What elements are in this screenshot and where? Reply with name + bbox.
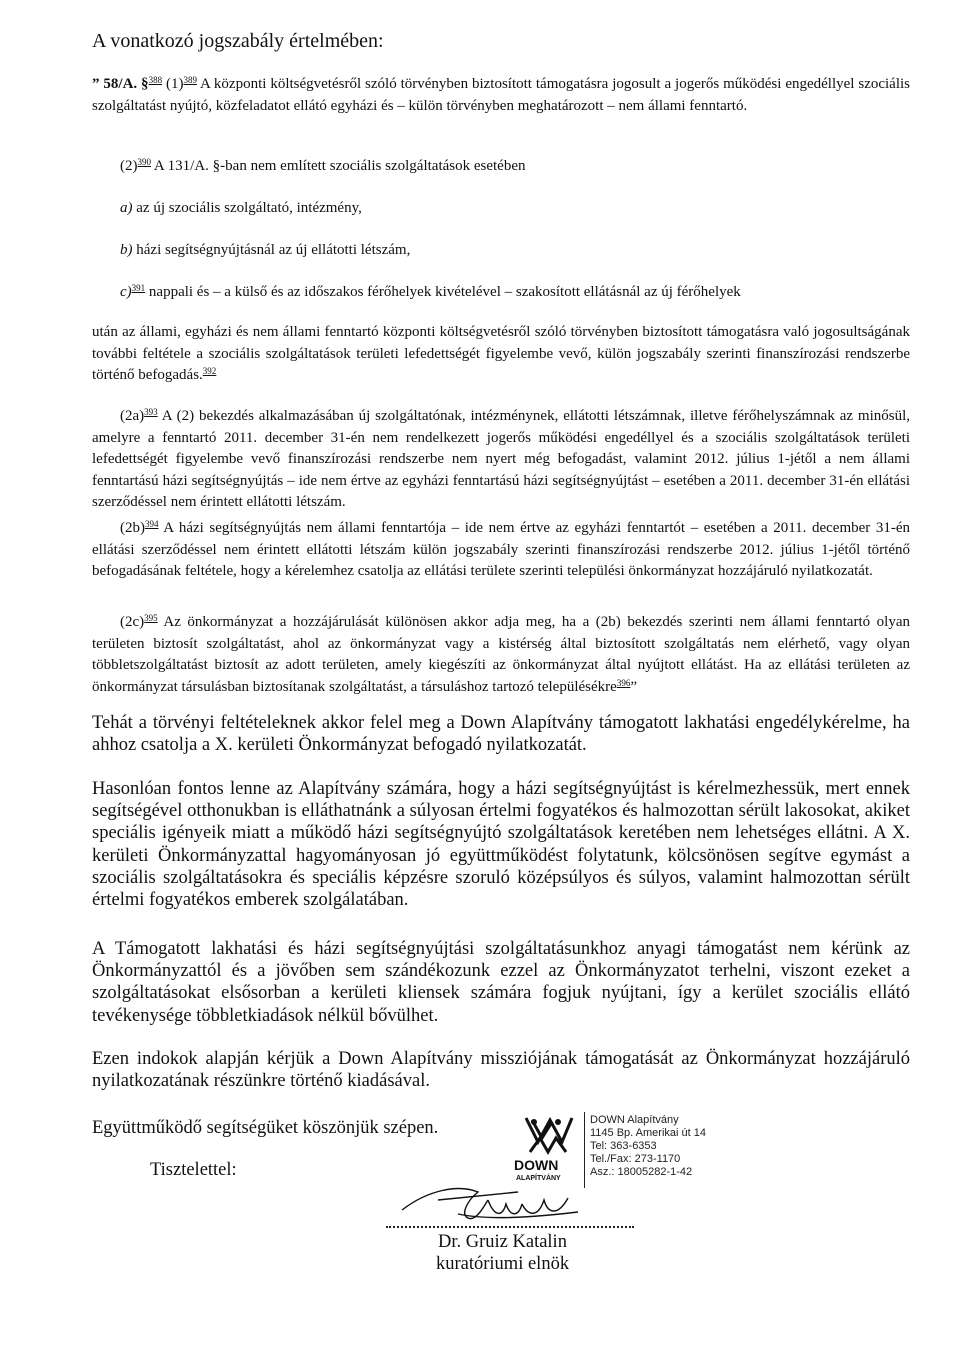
handwritten-signature xyxy=(398,1170,598,1230)
body-paragraph-2: Hasonlóan fontos lenne az Alapítvány számára, hogy a házi segítségnyújtást is kérelmezhessük, mert ennek segítségével otthonukban is elláthatnánk a súlyosan értelmi fogyatékos és halmozottan sérült lakosokat, akiket speciális igényeik miatt a működő házi segítségnyújtó szolgáltatások keretében nem lehetséges ellátni. A X. kerületi Önkormányzattal hagyományosan jó együttműködést folytatunk, kölcsönösen segítve egymást a szociális szolgáltatásokra és speciális képzésre szoruló középsúlyos és súlyos, valamint halmozottan sérült értelmi fogyatékos emberek szolgálatában. xyxy=(92,779,910,911)
quote-par2b: $(2b)^{394}$ A házi segítségnyújtás nem állami fenntartója – ide nem értve az egyházi fenntartót – esetében a 2011. december 31-én ellátási szerződéssel nem érintett ellátotti létszám külön jogszabály szerinti finanszírozási rendszerbe 2012. július 1-jétől történő befogadásának feltétele, hogy a kérelemhez csatolja az ellátási területe szerinti települési önkormányzat hozzájáruló nyilatkozatát. xyxy=(92,519,910,579)
thanks-line: Együttműködő segítségüket köszönjük szépen. xyxy=(92,1118,439,1138)
body-paragraph-4: Ezen indokok alapján kérjük a Down Alapítvány missziójának támogatását az Önkormányzat hozzájáruló nyilatkozatának részünkre történő kiadásával. xyxy=(92,1049,910,1092)
quote-after: után az állami, egyházi és nem állami fenntartó központi költségvetésről szóló törvényben biztosított támogatásra való jogosultságának további feltétele a szociális szolgáltatások területi lefedettségét figyelembe vevő, külön jogszabály szerinti finanszírozási rendszerbe történő befogadás.$^{392}$ xyxy=(92,324,910,383)
quote-item-a: a) az új szociális szolgáltató, intézmény, xyxy=(120,200,362,216)
stamp-line-1: DOWN Alapítvány xyxy=(590,1114,679,1126)
signature-line xyxy=(386,1226,634,1228)
stamp-line-2: 1145 Bp. Amerikai út 14 xyxy=(590,1127,706,1139)
legal-quote xyxy=(92,74,910,117)
signer-name: Dr. Gruiz Katalin xyxy=(438,1232,567,1252)
quote-par2a: $(2a)^{393}$ A (2) bekezdés alkalmazásában új szolgáltatónak, intézménynek, ellátotti létszámnak, illetve férőhelyszámnak az minősül, amelyre a fenntartó 2011. december 31-én nem rendelkezett jogerős működési engedéllyel és a szociális szolgáltatások területi lefedettségét figyelembe vevő finanszírozási rendszerbe nem nyert még befogadást, valamint 2012. július 1-jétől a nem állami fenntartású házi segítségnyújtás – ide nem értve az egyházi fenntartású házi segítségnyújtást – esetében a 2011. december 31-én ellátási szerződéssel nem érintett ellátotti létszám. xyxy=(92,407,910,510)
stamp-line-5: Asz.: 18005282-1-42 xyxy=(590,1166,693,1178)
quote-par2: $(2)^{390}$ A 131/A. §-ban nem említett szociális szolgáltatások esetében xyxy=(120,157,526,174)
quote-item-b: b) házi segítségnyújtásnál az új ellátotti létszám, xyxy=(120,242,411,258)
stamp-line-4: Tel./Fax: 273-1170 xyxy=(590,1153,681,1165)
stamp-line-3: Tel: 363-6353 xyxy=(590,1140,657,1152)
quote-par2c: $(2c)^{395}$ Az önkormányzat a hozzájárulását különösen akkor adja meg, ha a (2b) bekezdés szerinti nem állami fenntartó olyan területen biztosít szolgáltatást, ahol az önkormányzat vagy a kistérség által biztosított szolgáltatás nem elérhető, vagy olyan többletszolgáltatást biztosít az adott területen, amely kiegészíti az önkormányzat által nyújtott ellátást. Ha az ellátási területen az önkormányzat társulásban biztosítanak szolgáltatást, a társuláshoz tartozó településékre$^{396}$” xyxy=(92,613,910,695)
quote-58a: ” 58/A. §$^{388}$ $(1)^{389}$ A központi költségvetésről szóló törvényben biztosított támogatásra jogosult a jogerős működési engedéllyel szociális szolgáltatást nyújtó, közfeladatot ellátó egyházi és – külön törvényben meghatározott – nem állami fenntartó. xyxy=(92,75,911,114)
regards-line: Tisztelettel: xyxy=(150,1160,237,1180)
signer-title: kuratóriumi elnök xyxy=(436,1254,570,1274)
quote-item-c: c)$^{391}$ nappali és – a külső és az időszakos férőhelyek kivételével – szakosított ellátásnál az új férőhelyek xyxy=(120,283,741,300)
body-paragraph-3: A Támogatott lakhatási és házi segítségnyújtási szolgáltatásunkhoz anyagi támogatást nem kérünk az Önkormányzattól és a jövőben sem szándékozunk ezzel az Önkormányzatot terhelni, viszont ezeket a szolgáltatásokat elsősorban a kerületi kliensek számára fogjuk nyújtani, így a kerület szociális ellátó tevékenysége többletkiadások nélkül bővülhet. xyxy=(92,939,910,1026)
header-text: A vonatkozó jogszabály értelmében: xyxy=(92,30,384,52)
svg-text:ALAPÍTVÁNY: ALAPÍTVÁNY xyxy=(516,1175,561,1182)
svg-text:DOWN: DOWN xyxy=(514,1157,559,1173)
body-paragraph-1: Tehát a törvényi feltételeknek akkor felel meg a Down Alapítvány támogatott lakhatási engedélykérelme, ha ahhoz csatolja a X. kerületi Önkormányzat befogadó nyilatkozatát. xyxy=(92,713,910,756)
